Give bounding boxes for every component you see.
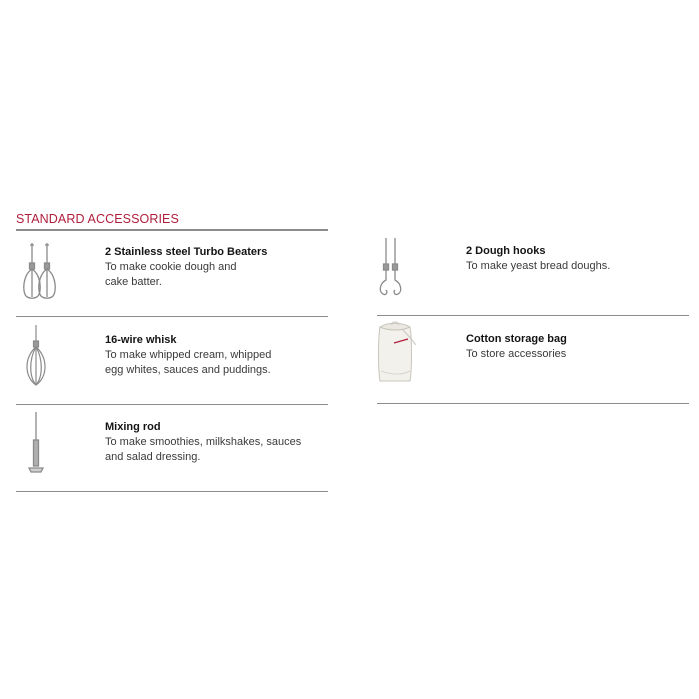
whisk-icon <box>22 323 50 387</box>
mixing-rod-icon <box>26 410 46 474</box>
item-description: To make yeast bread doughs. <box>466 260 611 272</box>
divider <box>377 403 689 404</box>
item-description: To make cookie dough and cake batter. <box>105 261 237 288</box>
storage-bag-icon <box>372 319 420 385</box>
section-title-divider <box>16 229 328 231</box>
list-item <box>466 244 610 274</box>
item-title: 16-wire whisk <box>105 334 177 346</box>
item-description: To make whipped cream, whipped egg whites, sauces and puddings. <box>105 349 272 376</box>
item-title: 2 Stainless steel Turbo Beaters <box>105 246 268 258</box>
list-item <box>105 333 271 377</box>
list-item <box>105 245 267 289</box>
list-item <box>466 332 567 362</box>
item-description: To make smoothies, milkshakes, sauces and salad dressing. <box>105 436 302 463</box>
turbo-beaters-icon <box>20 241 60 303</box>
item-title: 2 Dough hooks <box>466 245 546 257</box>
item-description: To store accessories <box>466 348 567 360</box>
divider <box>377 315 689 316</box>
divider <box>16 404 328 405</box>
divider <box>16 316 328 317</box>
item-title: Cotton storage bag <box>466 333 567 345</box>
list-item <box>105 420 301 464</box>
item-title: Mixing rod <box>105 421 161 433</box>
dough-hooks-icon <box>377 236 405 302</box>
section-title: STANDARD ACCESSORIES <box>16 212 179 226</box>
divider <box>16 491 328 492</box>
